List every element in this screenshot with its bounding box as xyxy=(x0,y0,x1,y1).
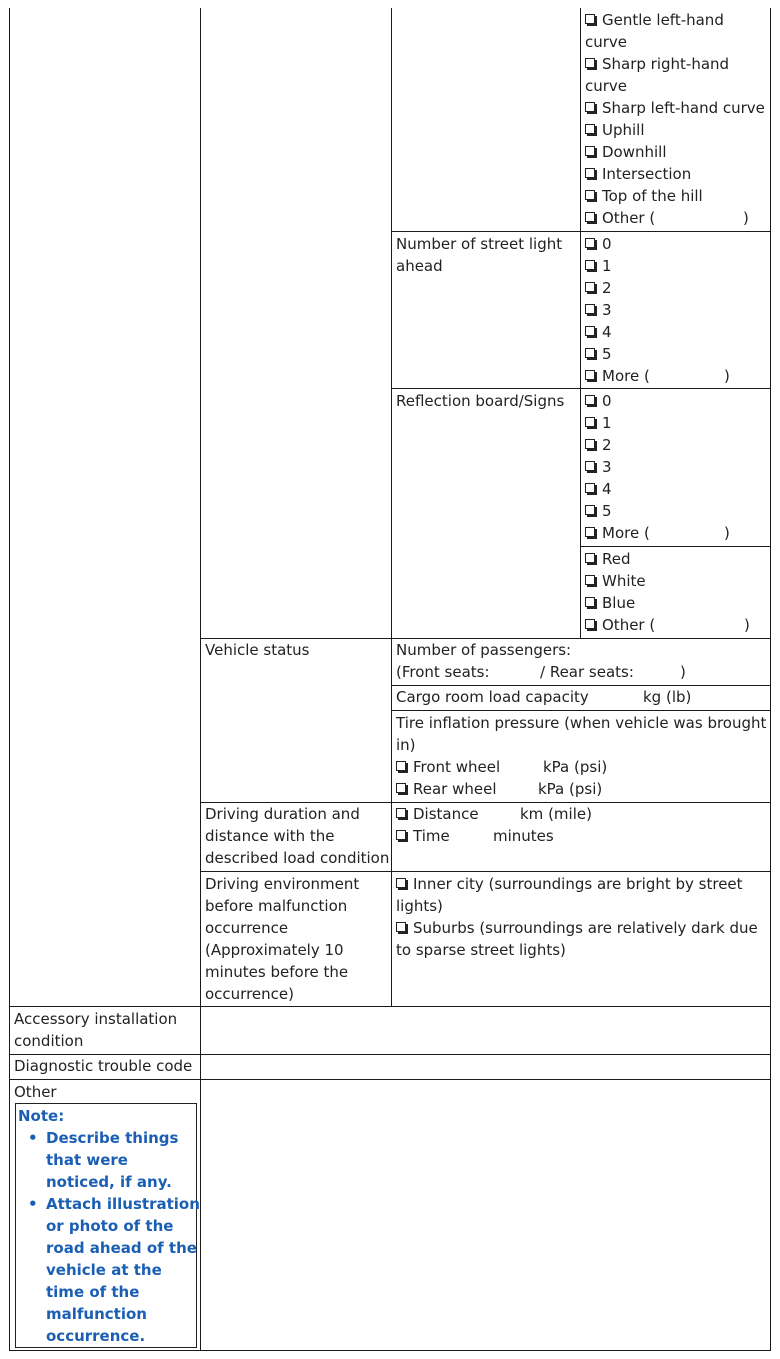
rear-wheel-unit: kPa (psi) xyxy=(538,780,603,798)
checkbox-icon xyxy=(585,553,595,563)
note-item-cont: time of the xyxy=(46,1283,140,1301)
reflection-option-0[interactable]: 0 xyxy=(585,390,612,412)
driving-env-label-2: before malfunction xyxy=(205,897,348,915)
checkbox-icon xyxy=(585,260,595,270)
col1-border xyxy=(200,8,201,1351)
option-downhill[interactable]: Downhill xyxy=(585,141,667,163)
driving-env-label: Driving environment xyxy=(205,875,360,893)
checkbox-icon xyxy=(585,124,595,134)
checkbox-icon xyxy=(585,58,595,68)
dtc-label: Diagnostic trouble code xyxy=(14,1057,193,1075)
rear-wheel-option[interactable]: Rear wheel xyxy=(396,778,497,800)
inner-city-option-cont: lights) xyxy=(396,897,443,915)
street-light-option-0[interactable]: 0 xyxy=(585,233,612,255)
reflection-option-4[interactable]: 4 xyxy=(585,478,612,500)
checkbox-icon xyxy=(585,168,595,178)
note-title: Note: xyxy=(18,1107,65,1125)
note-item-cont: that were xyxy=(46,1151,128,1169)
checkbox-icon xyxy=(585,597,595,607)
outer-right-border xyxy=(770,8,771,1351)
note-box xyxy=(15,1103,200,1348)
suburbs-option-cont: to sparse street lights) xyxy=(396,941,566,959)
distance-unit: km (mile) xyxy=(520,805,592,823)
driving-duration-label-3: described load condition xyxy=(205,849,390,867)
checkbox-icon xyxy=(585,348,595,358)
passengers-front-field[interactable]: (Front seats: xyxy=(396,663,490,681)
col2-border xyxy=(391,8,392,1007)
option-sharp-right[interactable]: Sharp right-hand xyxy=(585,53,729,75)
color-option-blue[interactable]: Blue xyxy=(585,592,635,614)
street-light-option-2[interactable]: 2 xyxy=(585,277,612,299)
col3-border xyxy=(580,8,581,638)
accessory-label: Accessory installation xyxy=(14,1010,178,1028)
note-item: • Attach illustration xyxy=(28,1195,200,1213)
street-light-label-cont: ahead xyxy=(396,257,443,275)
option-gentle-left-cont: curve xyxy=(585,33,628,51)
checkbox-icon xyxy=(585,575,595,585)
reflection-option-5[interactable]: 5 xyxy=(585,500,612,522)
option-top-of-hill[interactable]: Top of the hill xyxy=(585,185,703,207)
option-uphill[interactable]: Uphill xyxy=(585,119,645,141)
checkbox-icon xyxy=(585,304,595,314)
cargo-label: Cargo room load capacity xyxy=(396,688,589,706)
note-item-cont: malfunction xyxy=(46,1305,147,1323)
passengers-label: Number of passengers: xyxy=(396,641,572,659)
row-border-accessory xyxy=(9,1006,771,1007)
street-light-option-3[interactable]: 3 xyxy=(585,299,612,321)
checkbox-icon xyxy=(585,439,595,449)
driving-env-label-4: (Approximately 10 xyxy=(205,941,344,959)
note-item-cont: noticed, if any. xyxy=(46,1173,172,1191)
checkbox-icon xyxy=(585,190,595,200)
checkbox-icon xyxy=(585,417,595,427)
checkbox-icon xyxy=(585,483,595,493)
street-light-option-4[interactable]: 4 xyxy=(585,321,612,343)
color-option-white[interactable]: White xyxy=(585,570,646,592)
note-item-cont: or photo of the xyxy=(46,1217,174,1235)
cargo-unit[interactable]: kg (lb) xyxy=(643,688,692,706)
row-border-other xyxy=(9,1079,771,1080)
checkbox-icon xyxy=(585,102,595,112)
street-light-option-more[interactable]: More ( xyxy=(585,365,650,387)
checkbox-icon xyxy=(585,370,595,380)
reflection-label: Reflection board/Signs xyxy=(396,392,565,410)
checkbox-icon xyxy=(585,619,595,629)
driving-env-label-3: occurrence xyxy=(205,919,289,937)
reflection-option-2[interactable]: 2 xyxy=(585,434,612,456)
note-item-cont: occurrence. xyxy=(46,1327,146,1345)
bullet-icon: • xyxy=(28,1195,38,1213)
driving-duration-label: Driving duration and xyxy=(205,805,360,823)
street-light-option-5[interactable]: 5 xyxy=(585,343,612,365)
street-light-option-1[interactable]: 1 xyxy=(585,255,612,277)
checkbox-icon xyxy=(585,527,595,537)
checkbox-icon xyxy=(585,505,595,515)
checkbox-icon xyxy=(585,212,595,222)
time-unit: minutes xyxy=(493,827,554,845)
note-item-cont: vehicle at the xyxy=(46,1261,162,1279)
reflection-option-3[interactable]: 3 xyxy=(585,456,612,478)
option-sharp-left[interactable]: Sharp left-hand curve xyxy=(585,97,765,119)
other-label: Other xyxy=(14,1083,57,1101)
checkbox-icon xyxy=(396,808,406,818)
checkbox-icon xyxy=(585,238,595,248)
checkbox-icon xyxy=(396,878,406,888)
outer-left-border xyxy=(9,8,10,1351)
checkbox-icon xyxy=(396,783,406,793)
row-border-street-light xyxy=(391,231,771,232)
option-other-road[interactable]: Other ( xyxy=(585,207,655,229)
accessory-label-cont: condition xyxy=(14,1032,84,1050)
tire-pressure-label: Tire inflation pressure (when vehicle was brought xyxy=(396,714,767,732)
checkbox-icon xyxy=(396,830,406,840)
option-sharp-right-cont: curve xyxy=(585,77,628,95)
reflection-option-1[interactable]: 1 xyxy=(585,412,612,434)
close-paren: ) xyxy=(724,367,730,385)
note-list xyxy=(16,1127,200,1347)
row-border-tire xyxy=(391,710,771,711)
note-item: • Describe things xyxy=(28,1129,179,1147)
close-paren: ) xyxy=(743,209,749,227)
reflection-option-more[interactable]: More ( xyxy=(585,522,650,544)
checkbox-icon xyxy=(585,14,595,24)
checkbox-icon xyxy=(585,326,595,336)
close-paren: ) xyxy=(724,524,730,542)
checkbox-icon xyxy=(396,922,406,932)
front-wheel-option[interactable]: Front wheel xyxy=(396,756,500,778)
vehicle-status-label: Vehicle status xyxy=(205,641,310,659)
checkbox-icon xyxy=(396,761,406,771)
checkbox-icon xyxy=(585,282,595,292)
checkbox-icon xyxy=(585,395,595,405)
driving-env-label-5: minutes before the xyxy=(205,963,349,981)
checkbox-icon xyxy=(585,461,595,471)
row-border-driving-env xyxy=(200,871,771,872)
note-item-cont: road ahead of the xyxy=(46,1239,197,1257)
table-bottom-border xyxy=(9,1350,771,1351)
driving-env-label-6: occurrence) xyxy=(205,985,294,1003)
option-intersection[interactable]: Intersection xyxy=(585,163,691,185)
front-wheel-unit: kPa (psi) xyxy=(543,758,608,776)
tire-pressure-label-cont: in) xyxy=(396,736,416,754)
driving-duration-label-2: distance with the xyxy=(205,827,335,845)
suburbs-option[interactable]: Suburbs (surroundings are relatively dark due xyxy=(396,917,758,939)
street-light-label: Number of street light xyxy=(396,235,563,253)
inner-city-option[interactable]: Inner city (surroundings are bright by street xyxy=(396,873,743,895)
passengers-rear-field[interactable]: / Rear seats: xyxy=(540,663,634,681)
color-option-other[interactable]: Other ( xyxy=(585,614,655,636)
row-border-color xyxy=(580,546,771,547)
row-border-reflection xyxy=(391,388,771,389)
close-paren: ) xyxy=(680,663,686,681)
time-option[interactable]: Time xyxy=(396,825,450,847)
close-paren: ) xyxy=(744,616,750,634)
color-option-red[interactable]: Red xyxy=(585,548,631,570)
bullet-icon: • xyxy=(28,1129,38,1147)
checkbox-icon xyxy=(585,146,595,156)
distance-option[interactable]: Distance xyxy=(396,803,479,825)
option-gentle-left[interactable]: Gentle left-hand xyxy=(585,9,724,31)
